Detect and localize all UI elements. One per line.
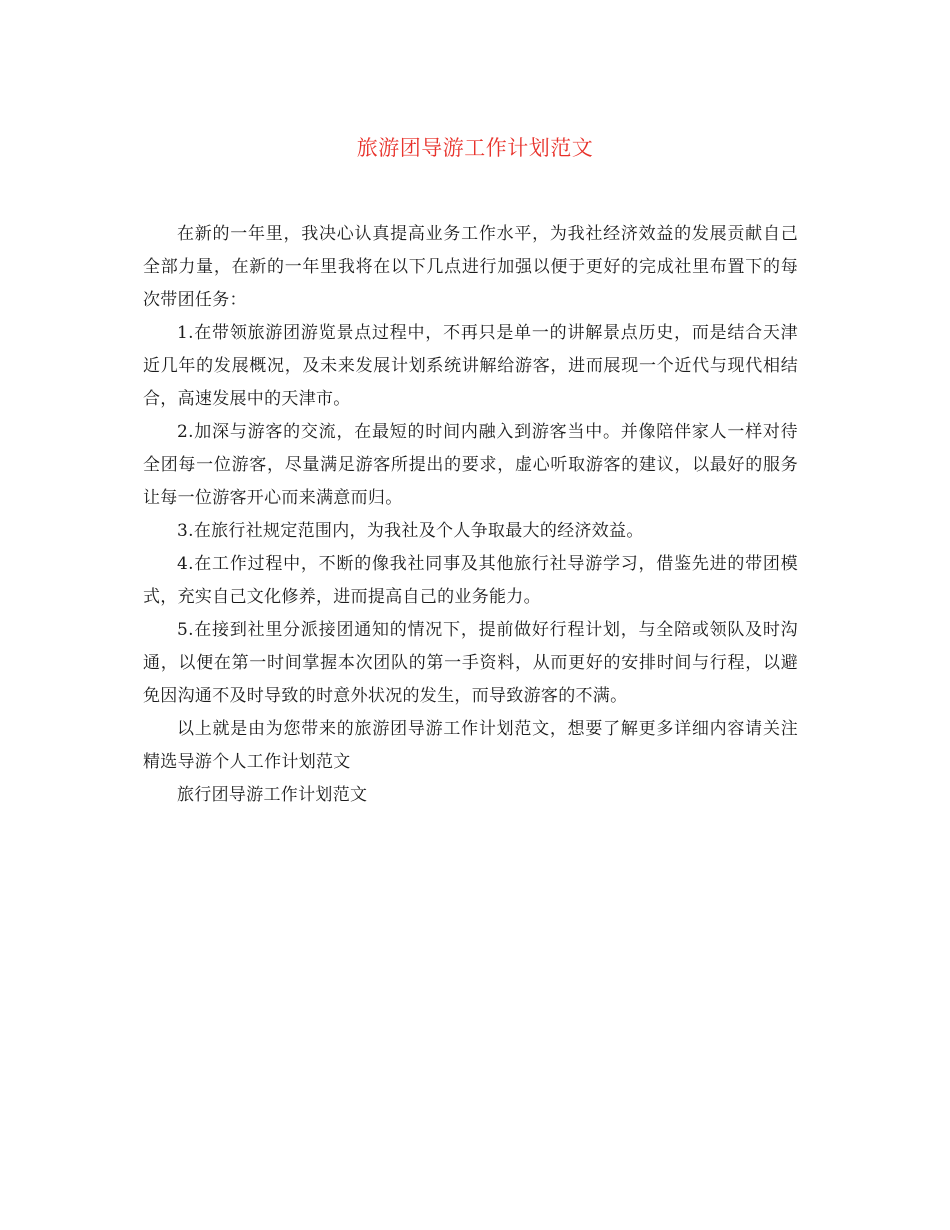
- paragraph-item-5: 5.在接到社里分派接团通知的情况下，提前做好行程计划，与全陪或领队及时沟通，以便在第一时间掌握本次团队的第一手资料，从而更好的安排时间与行程，以避免因沟通不及时导致的时意外状况的发生，而导致游客的不满。: [143, 620, 798, 706]
- paragraph-item-4: 4.在工作过程中，不断的像我社同事及其他旅行社导游学习，借鉴先进的带团模式，充实自己文化修养，进而提高自己的业务能力。: [143, 554, 798, 607]
- paragraph-item-3: 3.在旅行社规定范围内，为我社及个人争取最大的经济效益。: [177, 521, 644, 541]
- paragraph-closing: 以上就是由为您带来的旅游团导游工作计划范文，想要了解更多详细内容请关注精选导游个人工作计划范文: [143, 719, 798, 772]
- paragraph-item-1: 1.在带领旅游团游览景点过程中，不再只是单一的讲解景点历史，而是结合天津近几年的发展概况，及未来发展计划系统讲解给游客，进而展现一个近代与现代相结合，高速发展中的天津市。: [143, 323, 798, 409]
- paragraph-footer-title: 旅行团导游工作计划范文: [177, 785, 368, 805]
- paragraph-item-2: 2.加深与游客的交流，在最短的时间内融入到游客当中。并像陪伴家人一样对待全团每一位游客，尽量满足游客所提出的要求，虚心听取游客的建议，以最好的服务让每一位游客开心而来满意而归。: [143, 422, 798, 508]
- document-body: [143, 218, 798, 812]
- paragraph-intro: 在新的一年里，我决心认真提高业务工作水平，为我社经济效益的发展贡献自己全部力量，在新的一年里我将在以下几点进行加强以便于更好的完成社里布置下的每次带团任务：: [143, 224, 798, 310]
- document-title: 旅游团导游工作计划范文: [356, 136, 594, 160]
